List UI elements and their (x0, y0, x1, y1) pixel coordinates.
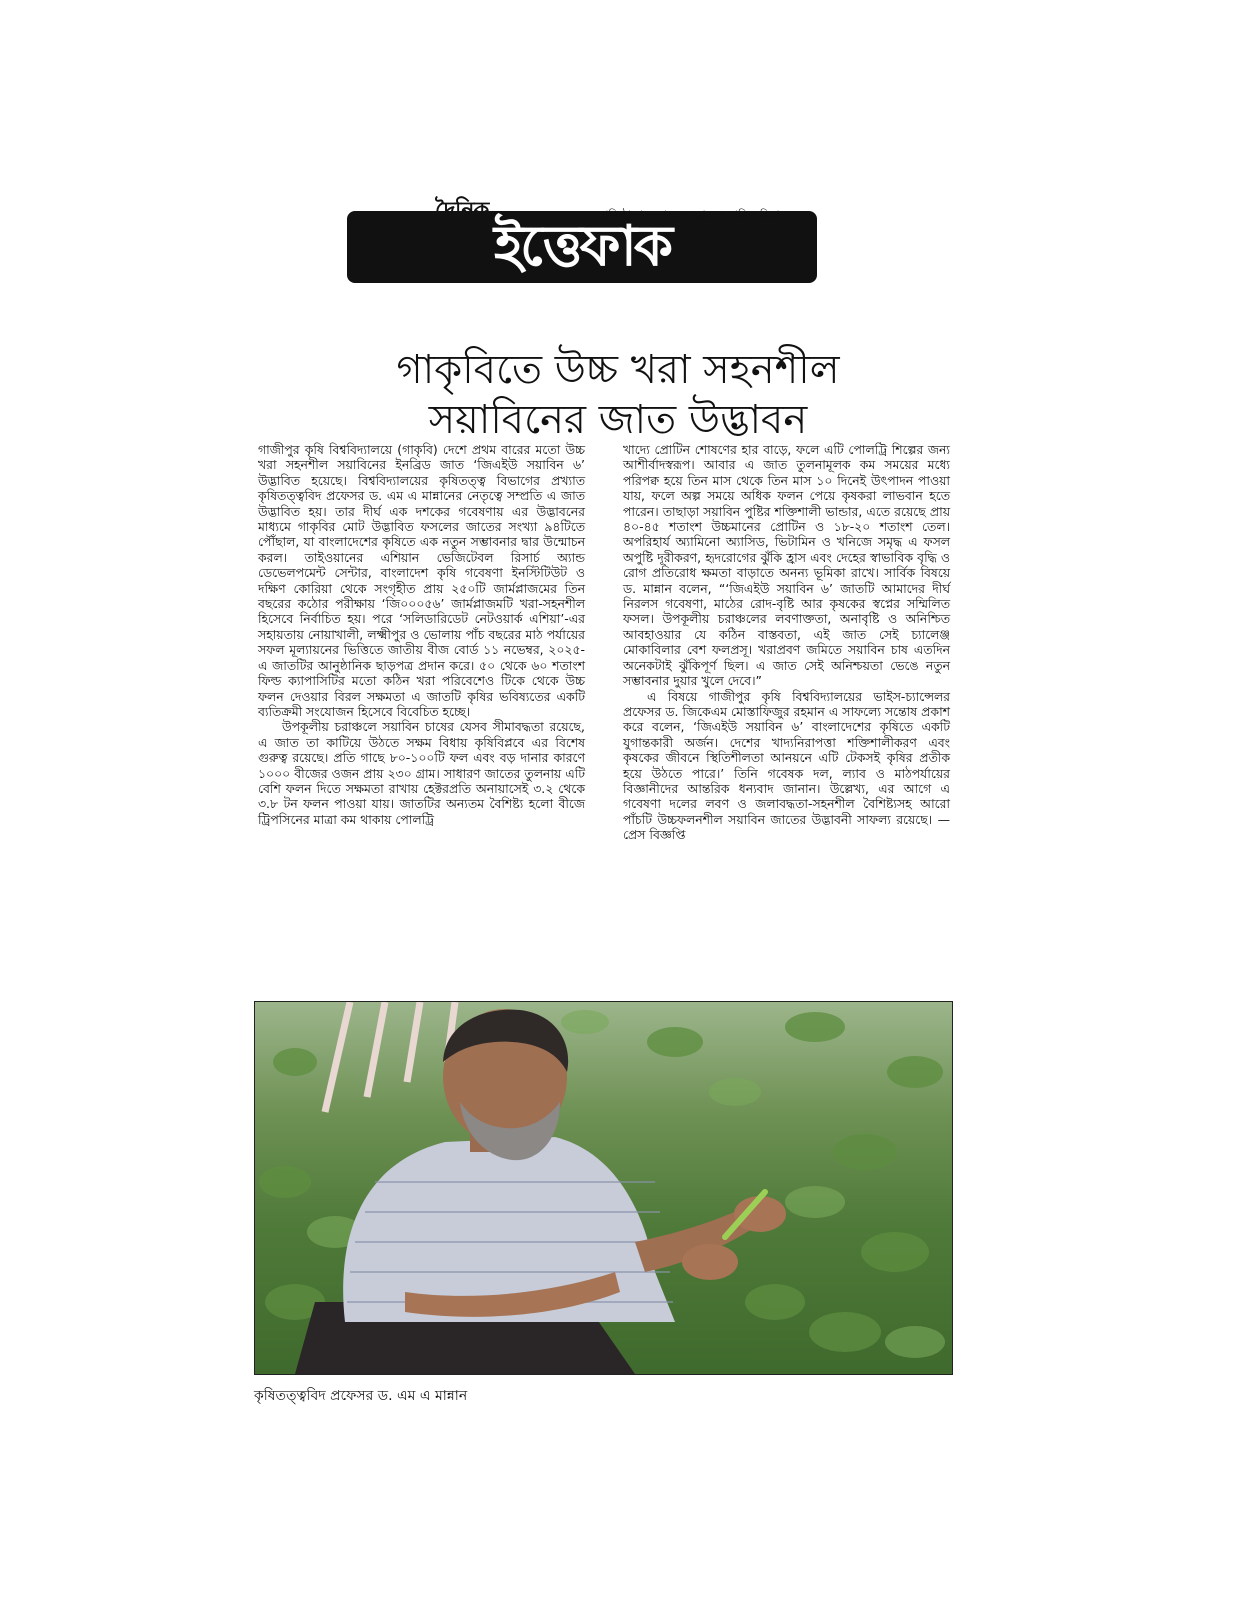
photo-caption: কৃষিতত্ত্ববিদ প্রফেসর ড. এম এ মান্নান (254, 1388, 468, 1404)
masthead-ittefaq: ইত্তেফাক (347, 211, 817, 283)
article-photo (254, 1001, 953, 1375)
article-paragraph: খাদ্যে প্রোটিন শোষণের হার বাড়ে, ফলে এটি পোলট্রি শিল্পের জন্য আশীর্বাদস্বরূপ। আবার এ জাত তুলনামূলক কম সময়ের মধ্যে পরিপক্ব হয়ে তিন মাস থেকে তিন মাস ১০ দিনেই উৎপাদন পাওয়া যায়, ফলে অল্প সময়ে অধিক ফলন পেয়ে কৃষকরা লাভবান হতে পারেন। তাছাড়া সয়াবিন পুষ্টির শক্তিশালী ভান্ডার, এতে রয়েছে প্রায় ৪০-৪৫ শতাংশ উচ্চমানের প্রোটিন ও ১৮-২০ শতাংশ তেল। অপরিহার্য অ্যামিনো অ্যাসিড, ভিটামিন ও খনিজে সমৃদ্ধ এ ফসল অপুষ্টি দূরীকরণ, হৃদরোগের ঝুঁকি হ্রাস এবং দেহের স্বাভাবিক বৃদ্ধি ও রোগ প্রতিরোধ ক্ষমতা বাড়াতে অনন্য ভূমিকা রাখে। সার্বিক বিষয়ে ড. মান্নান বলেন, “‘জিএইউ সয়াবিন ৬’ জাতটি আমাদের দীর্ঘ নিরলস গবেষণা, মাঠের রোদ-বৃষ্টি আর কৃষকের স্বপ্নের সম্মিলিত ফসল। উপকূলীয় চরাঞ্চলের লবণাক্ততা, অনাবৃষ্টি ও অনিশ্চিত আবহাওয়ার যে কঠিন বাস্তবতা, এই জাত সেই চ্যালেঞ্জ মোকাবিলার বেশ ফলপ্রসূ। খরাপ্রবণ জমিতে সয়াবিন চাষ এতদিন অনেকটাই ঝুঁকিপূর্ণ ছিল। এ জাত সেই অনিশ্চয়তা ভেঙে নতুন সম্ভাবনার দুয়ার খুলে দেবে।” (623, 442, 950, 689)
masthead-founder-line: প্রতিষ্ঠাতা তফাজ্জল হোসেন মানিক মিয়া (600, 208, 780, 222)
article-column-right (623, 442, 950, 843)
headline-line-1: গাকৃবিতে উচ্চ খরা সহনশীল (396, 347, 840, 393)
article-paragraph: এ বিষয়ে গাজীপুর কৃষি বিশ্ববিদ্যালয়ের ভাইস-চ্যান্সেলর প্রফেসর ড. জিকেএম মোস্তাফিজুর রহমান এ সাফল্যে সন্তোষ প্রকাশ করে বলেন, ‘জিএইউ সয়াবিন ৬’ বাংলাদেশের কৃষিতে একটি যুগান্তকারী অর্জন। দেশের খাদ্যনিরাপত্তা শক্তিশালীকরণ এবং কৃষকের জীবনে স্থিতিশীলতা আনয়নে এটি টেকসই কৃষির প্রতীক হয়ে উঠতে পারে।’ তিনি গবেষক দল, ল্যাব ও মাঠপর্যায়ের বিজ্ঞানীদের আন্তরিক ধন্যবাদ জানান। উল্লেখ্য, এর আগে এ গবেষণা দলের লবণ ও জলাবদ্ধতা-সহনশীল বৈশিষ্ট্যসহ আরো পাঁচটি উচ্চফলনশীল সয়াবিন জাতের উদ্ভাবনী সাফল্য রয়েছে। —প্রেস বিজ্ঞপ্তি (623, 688, 950, 843)
article-headline (300, 345, 936, 445)
photo-illustration (255, 1002, 952, 1374)
article-paragraph: উপকূলীয় চরাঞ্চলে সয়াবিন চাষের যেসব সীমাবদ্ধতা রয়েছে, এ জাত তা কাটিয়ে উঠতে সক্ষম বিধায় কৃষিবিপ্লবে এর বিশেষ গুরুত্ব রয়েছে। প্রতি গাছে ৮০-১০০টি ফল এবং বড় দানার কারণে ১০০০ বীজের ওজন প্রায় ২৩০ গ্রাম। সাধারণ জাতের তুলনায় এটি বেশি ফলন দিতে সক্ষমতা রাখায় হেক্টরপ্রতি অনায়াসেই ৩.২ থেকে ৩.৮ টন ফলন পাওয়া যায়। জাতটির অন্যতম বৈশিষ্ট্য হলো বীজে ট্রিপসিনের মাত্রা কম থাকায় পোলট্রি (258, 719, 585, 827)
article-column-left (258, 442, 585, 827)
headline-line-2: সয়াবিনের জাত উদ্ভাবন (428, 397, 808, 443)
article-paragraph: গাজীপুর কৃষি বিশ্ববিদ্যালয়ে (গাকৃবি) দেশে প্রথম বারের মতো উচ্চ খরা সহনশীল সয়াবিনের ইনব্রিড জাত ‘জিএইউ সয়াবিন ৬’ উদ্ভাবিত হয়েছে। বিশ্ববিদ্যালয়ের কৃষিতত্ত্ব বিভাগের প্রখ্যাত কৃষিতত্ত্ববিদ প্রফেসর ড. এম এ মান্নানের নেতৃত্বে সম্প্রতি এ জাত উদ্ভাবিত হয়। তার দীর্ঘ এক দশকের গবেষণায় এর উদ্ভাবনের মাধ্যমে গাকৃবির মোট উদ্ভাবিত ফসলের জাতের সংখ্যা ৯৪টিতে পৌঁছাল, যা বাংলাদেশের কৃষিতে এক নতুন সম্ভাবনার দ্বার উন্মোচন করল। তাইওয়ানের এশিয়ান ভেজিটেবল রিসার্চ অ্যান্ড ডেভেলপমেন্ট সেন্টার, বাংলাদেশ কৃষি গবেষণা ইনস্টিটিউট ও দক্ষিণ কোরিয়া থেকে সংগৃহীত প্রায় ২৫০টি জার্মপ্লাজমের তিন বছরের কঠোর পরীক্ষায় ‘জি০০০৫৬’ জার্মপ্লাজমটি খরা-সহনশীল হিসেবে নির্বাচিত হয়। পরে ‘সলিডারিডেট নেটওয়ার্ক এশিয়া’-এর সহায়তায় নোয়াখালী, লক্ষ্মীপুর ও ভোলায় পাঁচ বছরের মাঠ পর্যায়ের সফল মূল্যায়নের ভিত্তিতে জাতীয় বীজ বোর্ড ১১ নভেম্বর, ২০২৫-এ জাতটির আনুষ্ঠানিক ছাড়পত্র প্রদান করে। ৫০ থেকে ৬০ শতাংশ ফিল্ড ক্যাপাসিটির মতো কঠিন খরা পরিবেশেও টিকে থেকে উচ্চ ফলন দেওয়ার বিরল সক্ষমতা এ জাতটি কৃষির ভবিষ্যতের একটি ব্যতিক্রমী সংযোজন হিসেবে বিবেচিত হচ্ছে। (258, 442, 585, 719)
